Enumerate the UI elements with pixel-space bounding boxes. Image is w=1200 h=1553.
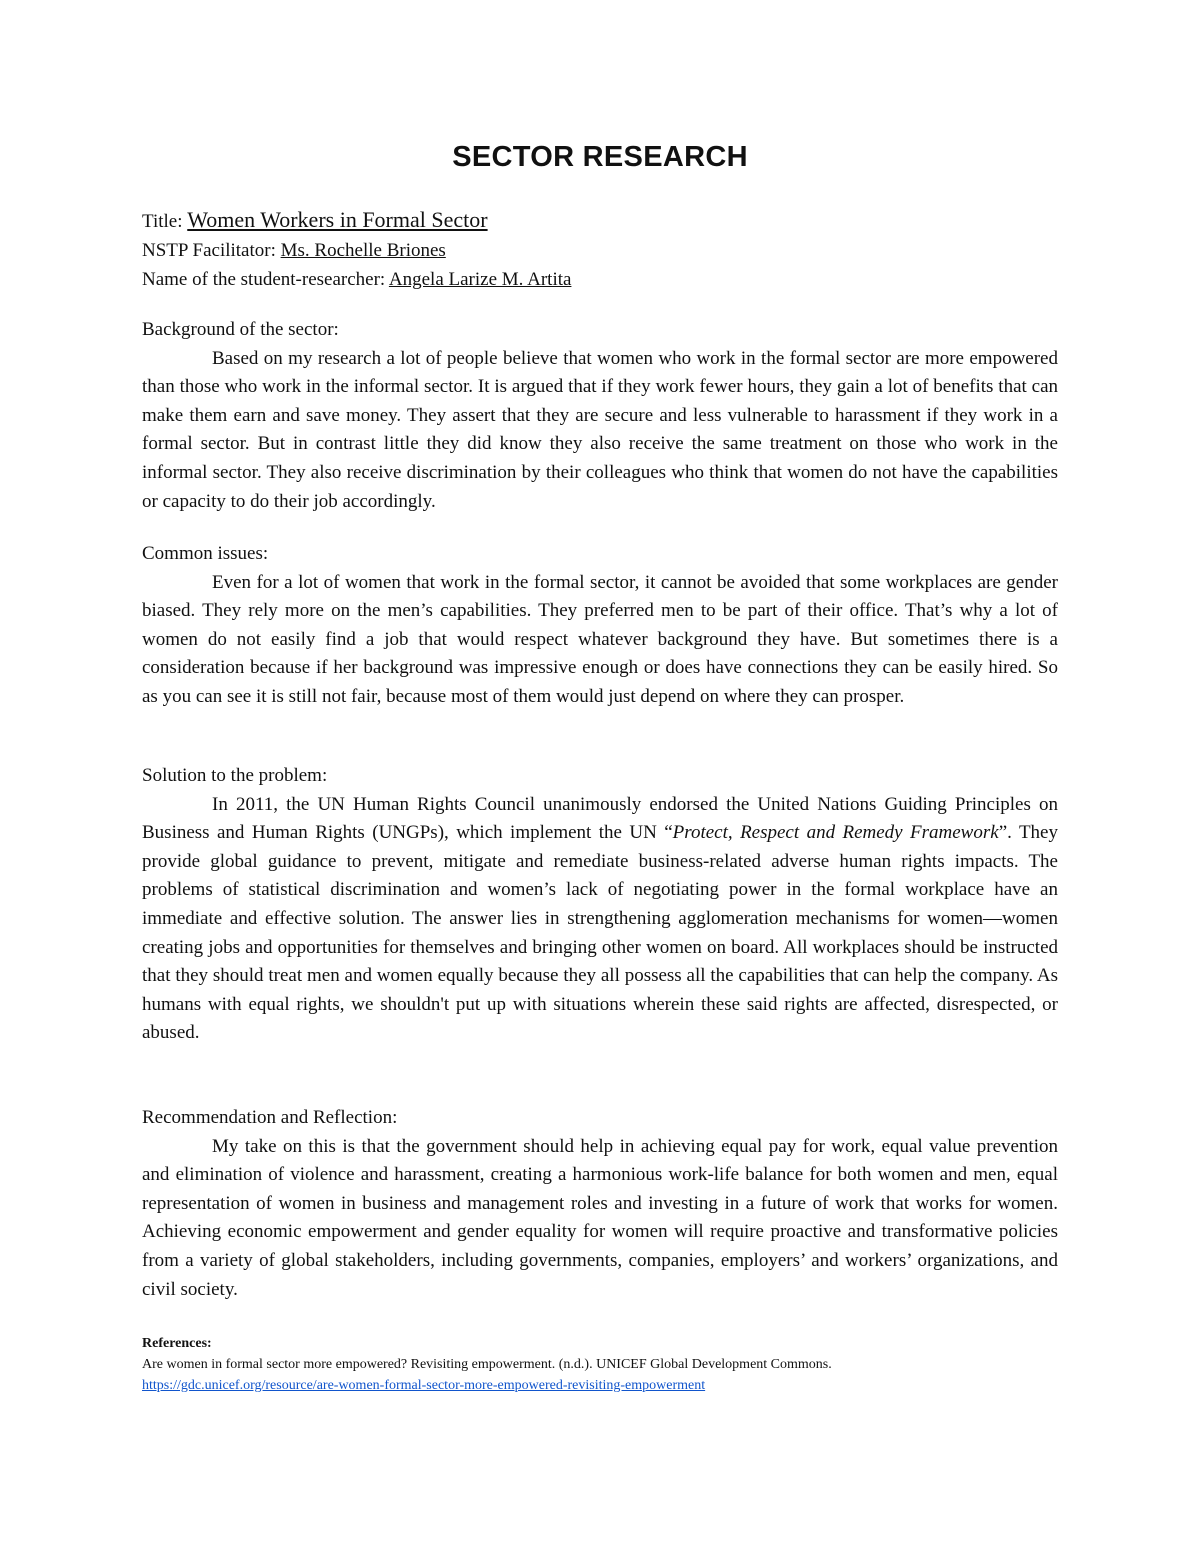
document-meta: [142, 205, 1058, 294]
section-solution: [142, 762, 1058, 1048]
meta-researcher-value: Angela Larize M. Artita: [388, 269, 572, 290]
document-title: SECTOR RESEARCH: [452, 141, 748, 173]
references: [142, 1333, 1058, 1396]
solution-body-start: In 2011, the UN Human Rights Council unanimously endorsed the United Nations Guiding Principles on Business and Human Rights (UNGPs), which implement the UN “: [142, 793, 1058, 844]
meta-facilitator-line: [142, 236, 1058, 265]
meta-facilitator-label: NSTP Facilitator:: [142, 240, 281, 261]
section-issues-body: Even for a lot of women that work in the formal sector, it cannot be avoided that some workplaces are gender biased. They rely more on the men’s capabilities. They preferred men to be part of their office. That’s why a lot of women do not easily find a job that would respect whatever background they have. But sometimes there is a consideration because if her background was impressive enough or does have connections they can be easily hired. So as you can see it is still not fair, because most of them would just depend on where they can prosper.: [142, 571, 1058, 707]
solution-body-italic: Protect, Respect and Remedy Framework: [672, 822, 999, 844]
section-issues-heading: Common issues:: [142, 543, 269, 564]
section-issues: [142, 540, 1058, 712]
section-background-heading: Background of the sector:: [142, 319, 339, 340]
section-background: [142, 316, 1058, 516]
section-recommendation: [142, 1104, 1058, 1304]
reference-citation: Are women in formal sector more empowered? Revisiting empowerment. (n.d.). UNICEF Global Development Commons.: [142, 1357, 832, 1372]
reference-link[interactable]: https://gdc.unicef.org/resource/are-women-formal-sector-more-empowered-revisiting-empowerment: [142, 1378, 706, 1393]
meta-researcher-label: Name of the student-researcher:: [142, 269, 389, 290]
meta-title-line: [142, 205, 1058, 236]
section-solution-heading: Solution to the problem:: [142, 765, 328, 786]
section-recommendation-heading: Recommendation and Reflection:: [142, 1107, 398, 1128]
section-solution-body: [142, 791, 1058, 1048]
meta-title-label: Title:: [142, 211, 188, 232]
references-heading: References:: [142, 1336, 212, 1351]
meta-researcher-line: [142, 265, 1058, 294]
section-recommendation-body: My take on this is that the government should help in achieving equal pay for work, equal value prevention and elimination of violence and harassment, creating a harmonious work-life balance for both women and men, equal representation of women in business and management roles and investing in a future of work that works for women. Achieving economic empowerment and gender equality for women will require proactive and transformative policies from a variety of global stakeholders, including governments, companies, employers’ and workers’ organizations, and civil society.: [142, 1135, 1058, 1300]
meta-facilitator-value: Ms. Rochelle Briones: [280, 240, 446, 261]
meta-title-value: Women Workers in Formal Sector: [187, 207, 488, 232]
section-background-body: Based on my research a lot of people believe that women who work in the formal sector are more empowered than those who work in the informal sector. It is argued that if they work fewer hours, they gain a lot of benefits that can make them earn and save money. They assert that they are secure and less vulnerable to harassment if they work in a formal sector. But in contrast little they did know they also receive the same treatment on those who work in the informal sector. They also receive discrimination by their colleagues who think that women do not have the capabilities or capacity to do their job accordingly.: [142, 347, 1058, 512]
solution-body-end: ”. They provide global guidance to prevent, mitigate and remediate business-related adverse human rights impacts. The problems of statistical discrimination and women’s lack of negotiating power in the formal workplace have an immediate and effective solution. The answer lies in strengthening agglomeration mechanisms for women—women creating jobs and opportunities for themselves and bringing other women on board. All workplaces should be instructed that they should treat men and women equally because they all possess all the capabilities that can help the company. As humans with equal rights, we shouldn't put up with situations wherein these said rights are affected, disrespected, or abused.: [142, 822, 1058, 1044]
